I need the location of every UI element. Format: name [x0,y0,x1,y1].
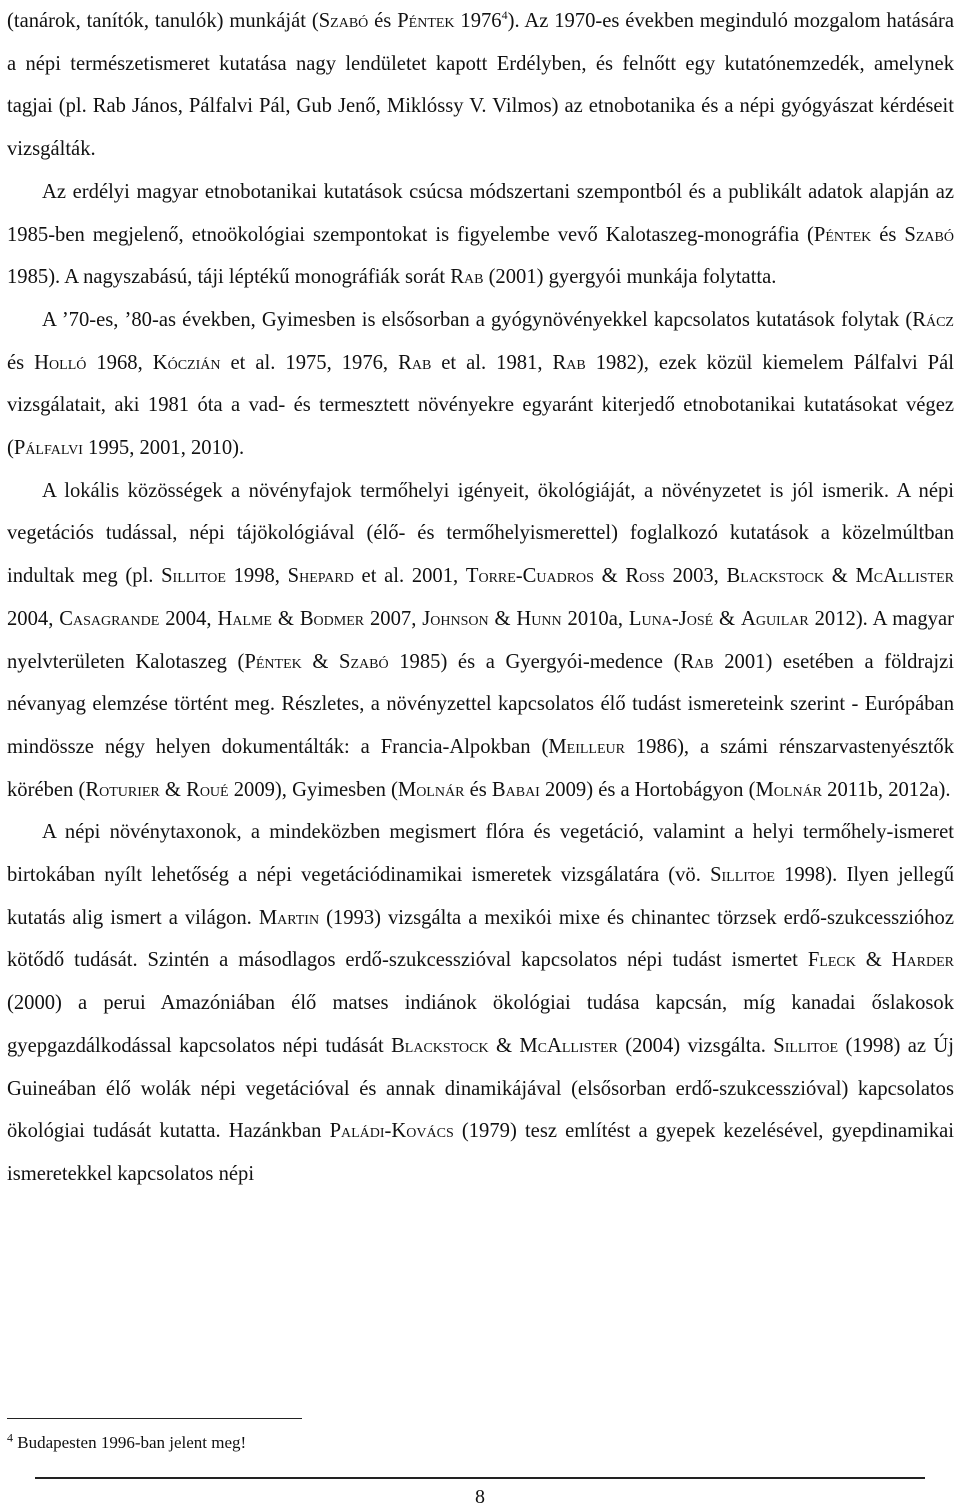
text-run: (2004) vizsgálta. [617,1034,774,1057]
text-run: & [488,607,517,630]
footnote [7,1432,246,1454]
author-name: Szabó [904,223,954,246]
author-name: Szabó [318,10,369,32]
author-name: Kóczián [152,351,221,374]
text-run: (1993) vizsgálta a mexikói mixe és chinantec törzsek erdő-szukcesszióhoz kötődő tudását. Szintén a másodlagos erdő-szukcesszióval kapcsolatos népi tudást ismertet [7,906,954,972]
text-run: & [824,565,856,588]
author-name: Casagrande [59,607,160,630]
author-name: Sillitoe [161,565,226,588]
text-run: és [871,223,905,246]
author-name: Babai [491,778,540,801]
author-name: Meilleur [548,735,625,758]
paragraph [7,299,954,470]
author-name: Holló [34,351,87,374]
author-name: Sillitoe [710,864,775,887]
author-name: Rab [680,650,714,673]
text-run: 1998, [225,565,288,588]
footnote-number: 4 [7,1430,13,1445]
text-run: 1986), a számi rénszarvastenyésztők körében ( [7,735,954,801]
page-number: 8 [475,1486,485,1508]
author-name: Blackstock [726,565,825,588]
paragraph [7,171,954,299]
paragraph [7,811,954,1195]
text-run: 1985). A nagyszabású, táji léptékű monográfiák sorát [7,266,451,289]
text-run: 2011b, 2012a). [822,778,951,801]
author-name: Rab [450,266,484,289]
author-name: Rab [552,351,586,374]
text-run: et al. 2001, [353,565,466,588]
text-run: A lokális közösségek a növényfajok termőhelyi igényeit, ökológiáját, a növényzetet is jól ismerik. A népi vegetációs tudással, népi tájökológiával (élő- és termőhelyismerettel) foglalkozó kutatások a közelmúltban indultak meg (pl. [7,479,954,588]
author-name: Fleck [807,949,856,972]
paragraph [7,470,954,812]
author-name: Pálfalvi [13,437,83,460]
text-run: (1998) az Új Guineában élő wolák népi vegetációval és annak dinamikájával (elsősorban erdő-szukcesszióval) kapcsolatos ökológiai tudását kutatta. Hazánkban [7,1034,954,1143]
author-name: Sillitoe [773,1034,839,1057]
paragraph [7,0,954,171]
author-name: McAllister [519,1034,618,1057]
text-run: és [464,778,492,801]
author-name: Roué [186,778,229,801]
author-name: Halme [217,607,272,630]
document-body [7,0,954,1196]
author-name: Szabó [339,650,389,673]
text-run: 2004, [7,607,60,630]
author-name: Péntek [397,10,455,32]
text-run: (2000) a perui Amazóniában élő matses indiánok ökológiai tudása kapcsán, míg kanadai őslakosok gyepgazdálkodással kapcsolatos népi tudását [7,992,954,1057]
text-run: 2007, [364,607,423,630]
text-run: és [7,351,35,374]
text-run: & [159,778,187,801]
text-run: & [713,607,741,630]
text-run: 1998). Ilyen jellegű kutatás alig ismert a világon. [7,864,954,929]
author-name: McAllister [855,565,954,588]
author-name: Bodmer [299,607,365,630]
text-run: & [855,949,892,972]
author-name: Rácz [912,308,954,331]
text-run: et al. 1981, [431,351,553,374]
author-name: Shepard [287,565,354,588]
text-run: 2004, [159,607,218,630]
footnote-reference: 4 [501,8,508,23]
text-run: 1995, 2001, 2010). [82,437,245,460]
author-name: Molnár [397,778,465,801]
text-run: (2001) gyergyói munkája folytatta. [483,266,777,289]
text-run: 2001) esetében a földrajzi névanyag elemzése történt meg. Részletes, a növényzettel kapcsolatos élő tudást ismereteink szerint - Európában mindössze négy helyen dokumentálták: a Francia-Alpokban ( [7,650,954,758]
text-run: A népi növénytaxonok, a mindeközben megismert flóra és vegetáció, valamint a helyi termőhely-ismeret birtokában nyílt lehetőség a népi vegetációdinamikai ismeretek vizsgálatára (vö. [7,821,954,887]
author-name: Ross [625,565,665,588]
text-run: Az erdélyi magyar etnobotanikai kutatások csúcsa módszertani szempontból és a publikált adatok alapján az 1985-ben megjelenő, etnoökológiai szempontokat is figyelembe vevő Kalotaszeg-monográfia ( [7,180,954,246]
text-run: és [368,10,398,32]
text-run: & [272,607,300,630]
text-run: & [488,1034,520,1057]
author-name: Torre-Cuadros [465,565,594,588]
author-name: Aguilar [740,607,809,630]
text-run: & [301,650,340,673]
text-run: 2012). A magyar nyelvterületen Kalotaszeg ( [7,607,954,673]
author-name: Péntek [813,223,872,246]
author-name: Martin [258,906,320,929]
text-run: 1985) és a Gyergyói-medence ( [388,650,681,673]
text-run: (1979) tesz említést a gyepek kezelésével, gyepdinamikai ismeretekkel kapcsolatos népi [7,1120,954,1185]
author-name: Luna-José [628,607,714,630]
footer-rule [35,1477,925,1479]
text-run: 2009), Gyimesben ( [228,778,398,801]
author-name: Paládi-Kovács [329,1120,454,1143]
text-run: 2003, [664,565,727,588]
author-name: Rab [398,351,432,374]
author-name: Hunn [516,607,562,630]
text-run: ). Az 1970-es években meginduló mozgalom hatására a népi természetismeret kutatása nagy lendületet kapott Erdélyben, és felnőtt egy kutatónemzedék, amelynek tagjai (pl. Rab János, Pálfalvi Pál, Gub Jenő, Miklóssy V. Vilmos) az etnobotanika és a népi gyógyászat kérdéseit vizsgálták. [7,10,954,161]
text-run: 1982), ezek közül kiemelem Pálfalvi Pál vizsgálatait, aki 1981 óta a vad- és termesztett növényekre egyaránt kiterjedő etnobotanikai kutatásokat végez ( [7,351,954,460]
text-run: 2010a, [561,607,629,630]
author-name: Molnár [755,778,823,801]
text-run: (tanárok, tanítók, tanulók) munkáját ( [7,10,319,32]
text-run: A ’70-es, ’80-as években, Gyimesben is elsősorban a gyógynövényekkel kapcsolatos kutatások folytak ( [42,308,913,331]
author-name: Blackstock [391,1034,489,1057]
text-run: 1976 [454,10,502,32]
author-name: Roturier [85,778,160,801]
text-run: et al. 1975, 1976, [220,351,399,374]
text-run: 1968, [86,351,153,374]
text-run: 2009) és a Hortobágyon ( [539,778,756,801]
footnote-separator [7,1418,302,1419]
author-name: Johnson [422,607,489,630]
footnote-text: Budapesten 1996-ban jelent meg! [13,1433,247,1452]
author-name: Péntek [244,650,302,673]
text-run: & [593,565,626,588]
author-name: Harder [891,949,954,972]
